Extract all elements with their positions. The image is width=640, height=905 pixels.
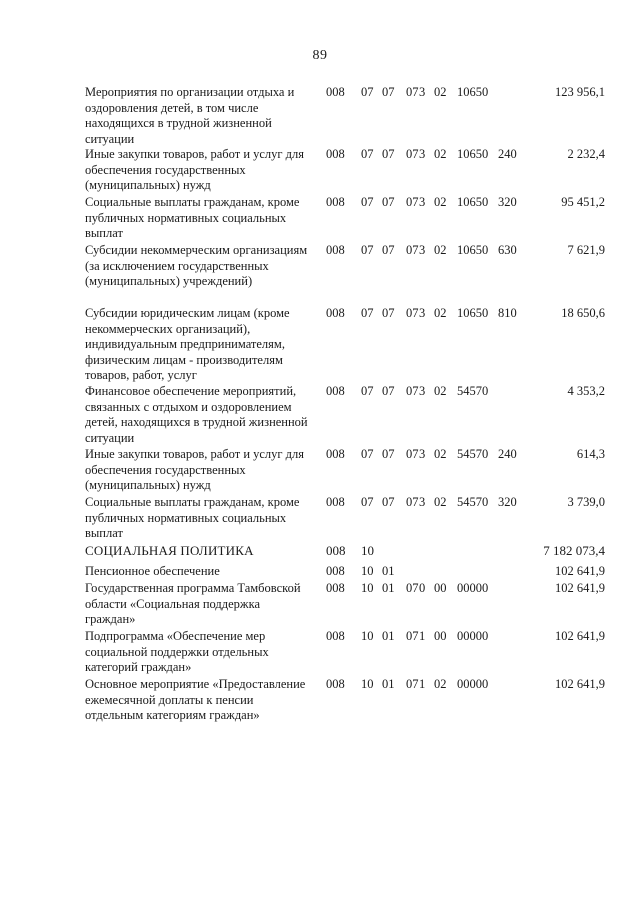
section-code: 07 (361, 195, 374, 209)
section-code: 10 (361, 543, 374, 558)
subsection-code: 07 (382, 384, 395, 398)
grbs-code: 008 (326, 384, 345, 398)
target-article-direction: 10650 (457, 147, 489, 161)
grbs-code: 008 (326, 85, 345, 99)
section-code: 10 (361, 677, 374, 691)
table-row (85, 384, 605, 447)
row-name: Социальные выплаты гражданам, кроме публичных нормативных социальных выплат (85, 495, 300, 540)
target-article-subprogram: 3 (419, 447, 426, 461)
row-name: Основное мероприятие «Предоставление ежемесячной доплаты к пенсии отдельным категориям граждан» (85, 677, 306, 722)
target-article-event: 02 (434, 447, 447, 461)
target-article-event: 02 (434, 384, 447, 398)
amount: 614,3 (576, 447, 605, 461)
subsection-code: 01 (382, 581, 395, 595)
target-article-program: 07 (406, 384, 419, 398)
target-article-direction: 10650 (457, 243, 489, 257)
amount: 95 451,2 (561, 195, 605, 209)
target-article-program: 07 (406, 447, 419, 461)
target-article-event: 02 (434, 195, 447, 209)
subsection-code: 07 (382, 195, 395, 209)
row-name: Государственная программа Тамбовской области «Социальная поддержка граждан» (85, 581, 301, 626)
subsection-code: 07 (382, 495, 395, 509)
subsection-code: 01 (382, 629, 395, 643)
subsection-code: 07 (382, 306, 395, 320)
table-row (85, 629, 605, 677)
table-row (85, 147, 605, 195)
table-row (85, 195, 605, 243)
target-article-direction: 54570 (457, 447, 489, 461)
expense-type-code: 630 (498, 243, 517, 257)
expense-type-code: 240 (498, 447, 517, 461)
section-code: 10 (361, 564, 374, 578)
row-name: Иные закупки товаров, работ и услуг для обеспечения государственных (муниципальных) нужд (85, 447, 305, 492)
target-article-subprogram: 3 (419, 85, 426, 99)
target-article-event: 02 (434, 243, 447, 257)
row-name: Подпрограмма «Обеспечение мер социальной поддержки отдельных категорий граждан» (85, 629, 269, 674)
expense-type-code: 240 (498, 147, 517, 161)
amount: 3 739,0 (567, 495, 605, 509)
page-number: 89 (312, 48, 328, 63)
target-article-program: 07 (406, 306, 419, 320)
subsection-code: 07 (382, 147, 395, 161)
expense-type-code: 320 (498, 195, 517, 209)
section-code: 10 (361, 581, 374, 595)
row-name: Социальные выплаты гражданам, кроме публичных нормативных социальных выплат (85, 195, 300, 240)
subsection-code: 01 (382, 564, 395, 578)
amount: 102 641,9 (555, 581, 605, 595)
target-article-direction: 54570 (457, 495, 489, 509)
section-code: 07 (361, 85, 374, 99)
grbs-code: 008 (326, 677, 345, 691)
section-code: 07 (361, 306, 374, 320)
subsection-code: 07 (382, 85, 395, 99)
amount: 102 641,9 (555, 677, 605, 691)
target-article-direction: 10650 (457, 85, 489, 99)
target-article-subprogram: 3 (419, 147, 426, 161)
grbs-code: 008 (326, 495, 345, 509)
target-article-program: 07 (406, 629, 419, 643)
target-article-program: 07 (406, 195, 419, 209)
grbs-code: 008 (326, 629, 345, 643)
target-article-program: 07 (406, 495, 419, 509)
amount: 123 956,1 (555, 85, 605, 99)
budget-table (85, 85, 605, 741)
target-article-program: 07 (406, 85, 419, 99)
grbs-code: 008 (326, 581, 345, 595)
table-row (85, 677, 605, 741)
target-article-subprogram: 3 (419, 243, 426, 257)
subsection-code: 01 (382, 677, 395, 691)
amount: 7 182 073,4 (543, 543, 605, 558)
row-name: Финансовое обеспечение мероприятий, связанных с отдыхом и оздоровлением детей, находящихся в трудной жизненной ситуации (85, 384, 308, 445)
target-article-subprogram: 3 (419, 495, 426, 509)
target-article-subprogram: 1 (419, 629, 426, 643)
target-article-event: 02 (434, 147, 447, 161)
table-row (85, 581, 605, 629)
row-name: Субсидии юридическим лицам (кроме некоммерческих организаций), индивидуальным предпринимателям, физическим лицам - производителям товаров, работ, услуг (85, 306, 290, 382)
target-article-subprogram: 1 (419, 677, 426, 691)
row-name: Иные закупки товаров, работ и услуг для обеспечения государственных (муниципальных) нужд (85, 147, 305, 192)
section-code: 07 (361, 447, 374, 461)
table-row (85, 564, 605, 581)
target-article-direction: 00000 (457, 581, 489, 595)
section-code: 07 (361, 243, 374, 257)
amount: 4 353,2 (567, 384, 605, 398)
subsection-code: 07 (382, 447, 395, 461)
target-article-direction: 00000 (457, 629, 489, 643)
grbs-code: 008 (326, 447, 345, 461)
table-row (85, 85, 605, 147)
table-row (85, 543, 605, 564)
table-row (85, 447, 605, 495)
target-article-subprogram: 0 (419, 581, 426, 595)
amount: 18 650,6 (561, 306, 605, 320)
target-article-subprogram: 3 (419, 306, 426, 320)
target-article-direction: 10650 (457, 195, 489, 209)
expense-type-code: 810 (498, 306, 517, 320)
expense-type-code: 320 (498, 495, 517, 509)
target-article-program: 07 (406, 243, 419, 257)
amount: 7 621,9 (567, 243, 605, 257)
row-name: СОЦИАЛЬНАЯ ПОЛИТИКА (85, 543, 254, 558)
target-article-subprogram: 3 (419, 384, 426, 398)
grbs-code: 008 (326, 543, 346, 558)
table-row (85, 243, 605, 306)
target-article-program: 07 (406, 581, 419, 595)
target-article-direction: 10650 (457, 306, 489, 320)
target-article-event: 00 (434, 629, 447, 643)
grbs-code: 008 (326, 147, 345, 161)
target-article-event: 02 (434, 85, 447, 99)
target-article-subprogram: 3 (419, 195, 426, 209)
target-article-program: 07 (406, 677, 419, 691)
table-row (85, 306, 605, 384)
target-article-program: 07 (406, 147, 419, 161)
target-article-event: 02 (434, 306, 447, 320)
target-article-event: 02 (434, 677, 447, 691)
amount: 102 641,9 (555, 629, 605, 643)
section-code: 10 (361, 629, 374, 643)
grbs-code: 008 (326, 195, 345, 209)
target-article-direction: 54570 (457, 384, 489, 398)
section-code: 07 (361, 384, 374, 398)
grbs-code: 008 (326, 564, 345, 578)
amount: 2 232,4 (567, 147, 605, 161)
section-code: 07 (361, 495, 374, 509)
row-name: Субсидии некоммерческим организациям (за исключением государственных (муниципальных) учреждений) (85, 243, 308, 288)
grbs-code: 008 (326, 306, 345, 320)
subsection-code: 07 (382, 243, 395, 257)
target-article-event: 00 (434, 581, 447, 595)
table-row (85, 495, 605, 543)
section-code: 07 (361, 147, 374, 161)
target-article-event: 02 (434, 495, 447, 509)
target-article-direction: 00000 (457, 677, 489, 691)
row-name: Пенсионное обеспечение (85, 564, 220, 578)
grbs-code: 008 (326, 243, 345, 257)
row-name: Мероприятия по организации отдыха и оздоровления детей, в том числе находящихся в трудной жизненной ситуации (85, 85, 295, 146)
amount: 102 641,9 (555, 564, 605, 578)
